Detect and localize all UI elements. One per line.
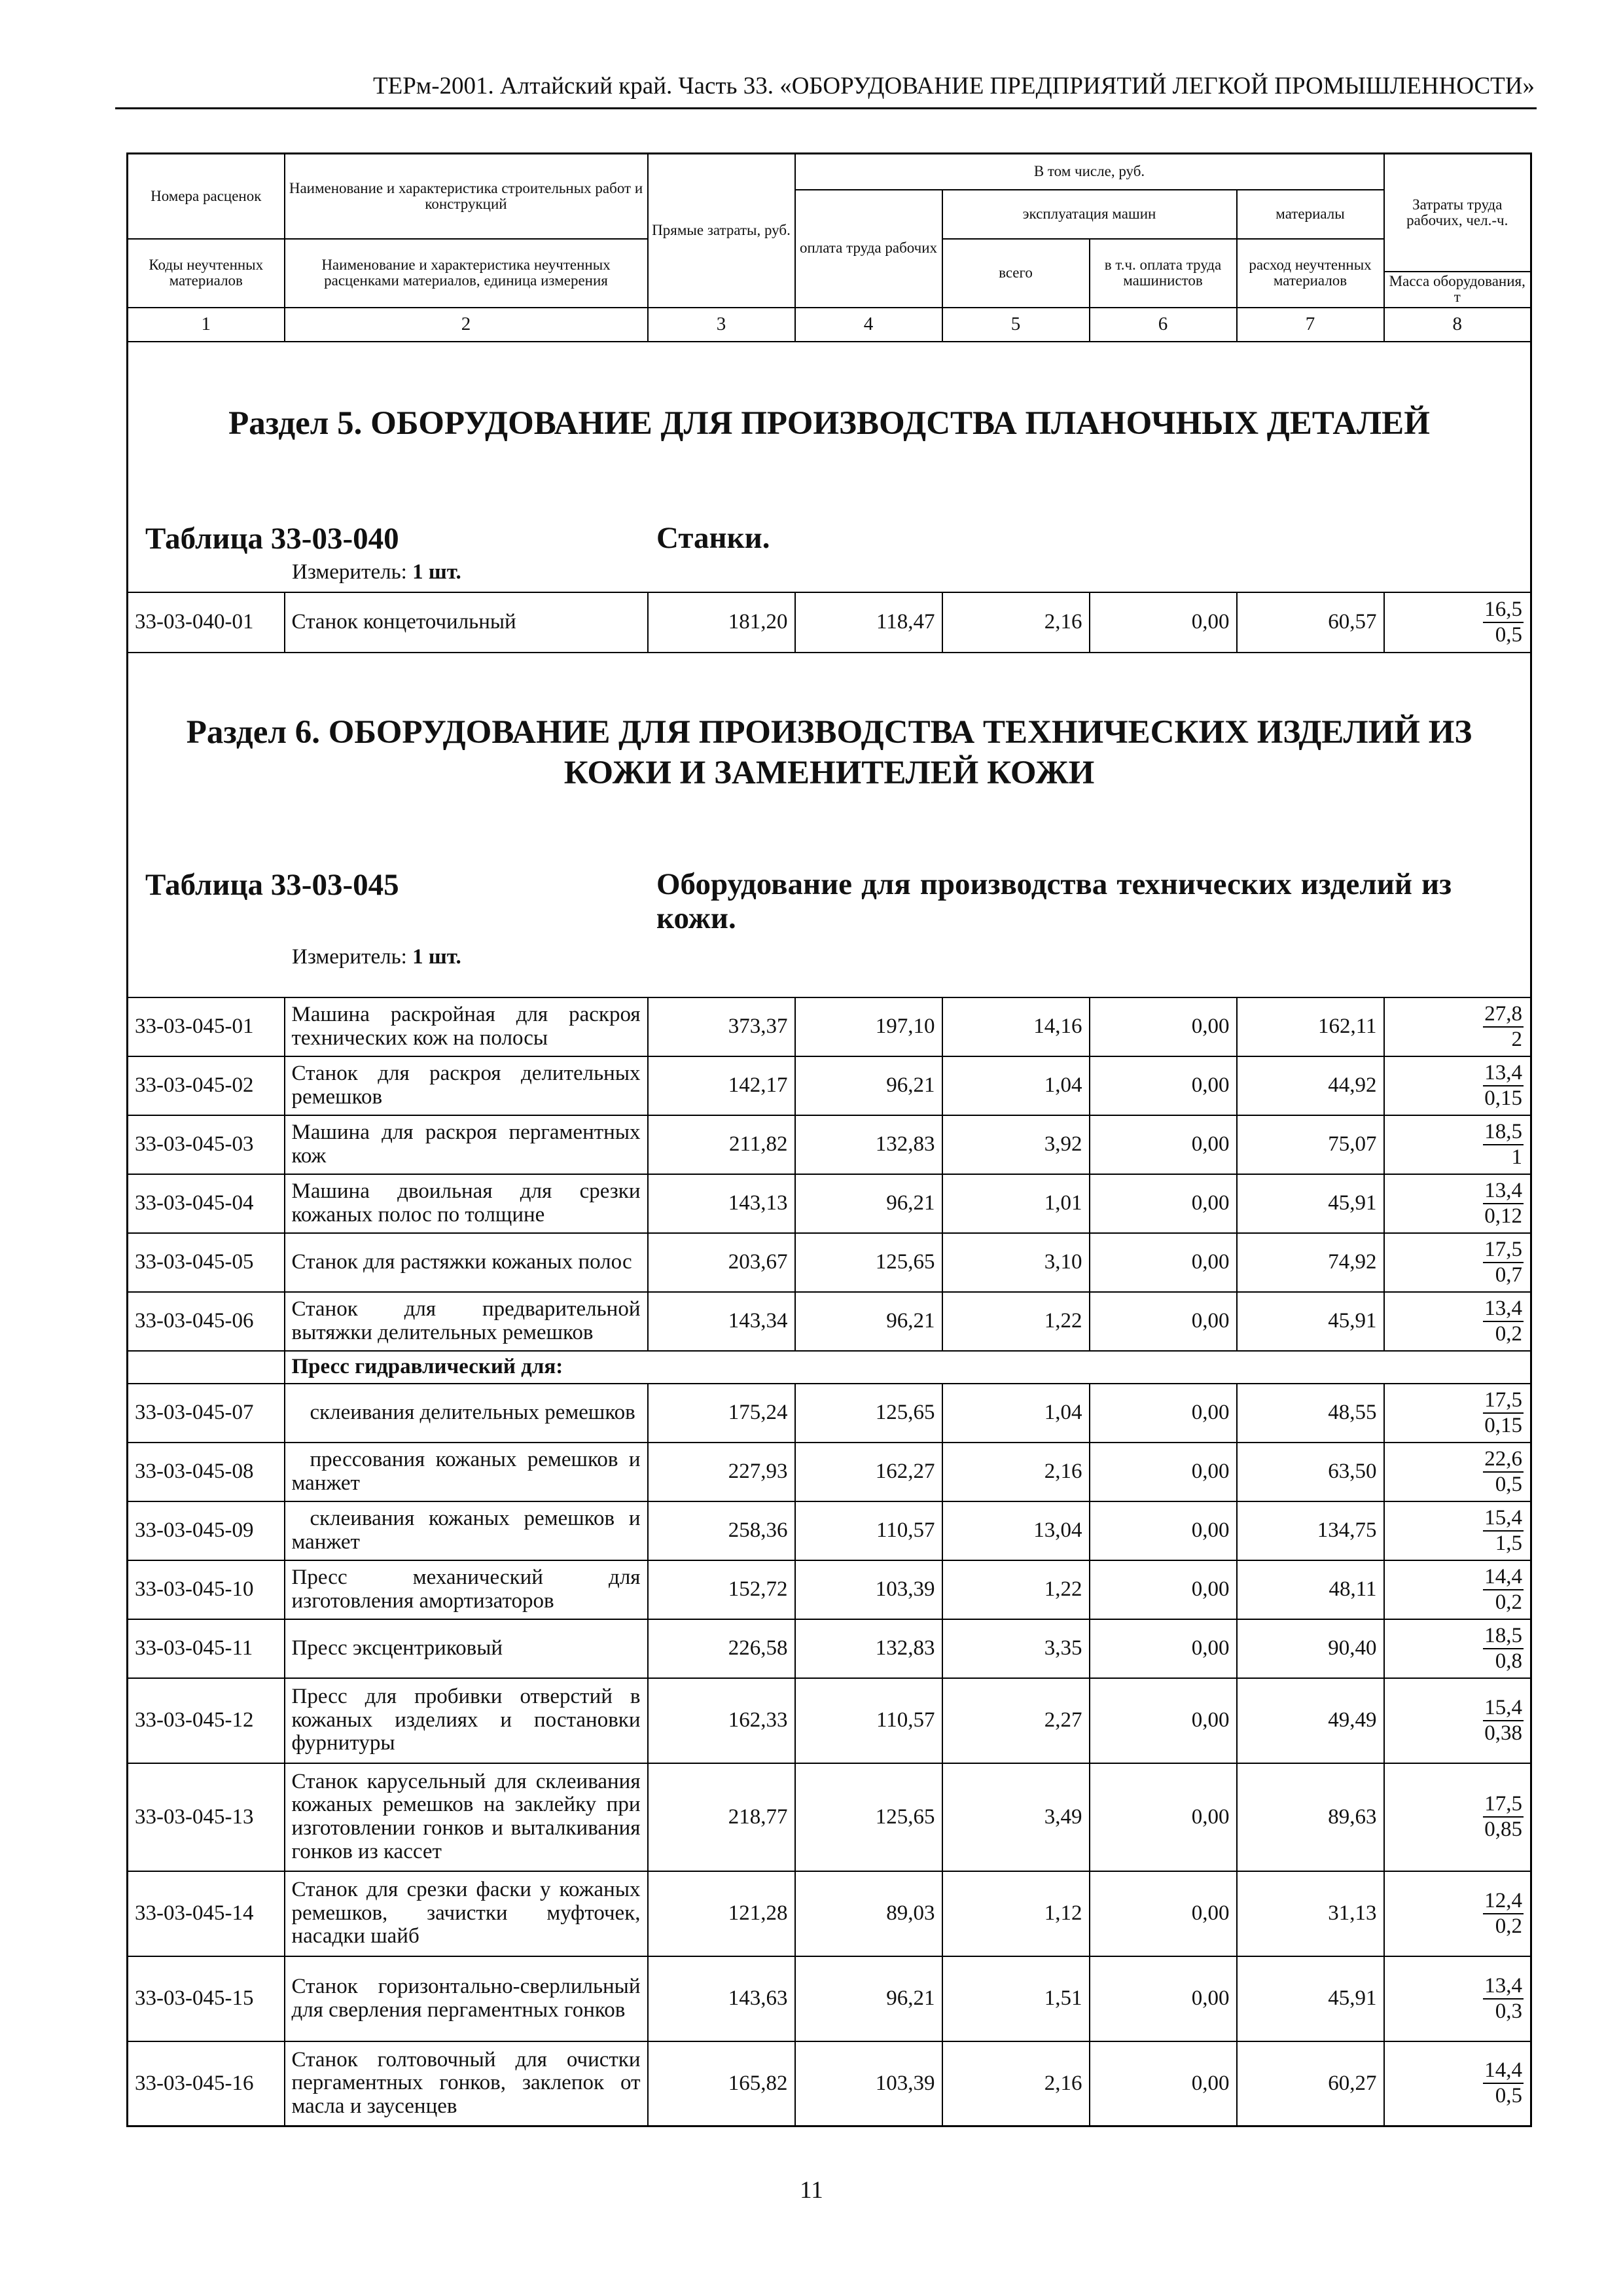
rate-name: Станок концеточильный	[285, 592, 648, 653]
labor-hours: 13,4	[1483, 1180, 1524, 1204]
col3-header: Прямые затраты, руб.	[648, 154, 795, 308]
col-number: 8	[1384, 308, 1531, 342]
equipment-mass: 1	[1511, 1145, 1523, 1169]
labor-mass-fraction	[1384, 1560, 1531, 1619]
direct-cost: 175,24	[648, 1384, 795, 1443]
materials-cost: 89,63	[1237, 1763, 1384, 1871]
operator-cost: 0,00	[1090, 1956, 1237, 2041]
rate-row	[128, 2041, 1531, 2126]
rate-row	[128, 1501, 1531, 1560]
section6-heading	[128, 653, 1531, 997]
labor-hours: 15,4	[1483, 1697, 1524, 1721]
direct-cost: 258,36	[648, 1501, 795, 1560]
col2-bottom-header: Наименование и характеристика неучтенных расценками материалов, единица измерения	[285, 239, 648, 308]
direct-cost: 373,37	[648, 997, 795, 1056]
labor-cost: 132,83	[795, 1619, 942, 1678]
labor-cost: 132,83	[795, 1115, 942, 1174]
operator-cost: 0,00	[1090, 1115, 1237, 1174]
machine-cost: 13,04	[942, 1501, 1090, 1560]
operator-cost: 0,00	[1090, 1056, 1237, 1115]
equipment-mass: 0,5	[1495, 1472, 1523, 1496]
page-number: 11	[800, 2177, 823, 2204]
labor-mass-fraction	[1384, 1115, 1531, 1174]
direct-cost: 152,72	[648, 1560, 795, 1619]
group-code-blank	[128, 1351, 285, 1384]
labor-cost: 96,21	[795, 1056, 942, 1115]
direct-cost: 203,67	[648, 1233, 795, 1292]
labor-cost: 110,57	[795, 1678, 942, 1763]
machine-cost: 2,16	[942, 1443, 1090, 1501]
rate-row	[128, 1056, 1531, 1115]
rate-name: Станок карусельный для склеивания кожаных ремешков на заклейку при изготовлении гонков и выталкивания гонков из кассет	[285, 1763, 648, 1871]
machine-cost: 2,16	[942, 592, 1090, 653]
labor-mass-fraction	[1384, 1956, 1531, 2041]
col-number: 7	[1237, 308, 1384, 342]
materials-cost: 45,91	[1237, 1174, 1384, 1233]
direct-cost: 143,34	[648, 1292, 795, 1351]
col4-header: оплата труда рабочих	[795, 190, 942, 308]
labor-cost: 125,65	[795, 1233, 942, 1292]
fraction	[1483, 1298, 1524, 1345]
col7-header: расход неучтенных материалов	[1237, 239, 1384, 308]
materials-cost: 60,27	[1237, 2041, 1384, 2126]
rate-row	[128, 592, 1531, 653]
equipment-mass: 0,7	[1495, 1263, 1523, 1287]
labor-hours: 17,5	[1483, 1239, 1524, 1263]
rate-code: 33-03-045-13	[128, 1763, 285, 1871]
machine-cost: 1,04	[942, 1056, 1090, 1115]
labor-mass-fraction	[1384, 1678, 1531, 1763]
labor-cost: 96,21	[795, 1956, 942, 2041]
section6-table-label: Таблица 33-03-045	[145, 867, 399, 902]
col-number: 1	[128, 308, 285, 342]
direct-cost: 143,13	[648, 1174, 795, 1233]
fraction	[1483, 2060, 1524, 2107]
labor-mass-fraction	[1384, 1056, 1531, 1115]
labor-hours: 13,4	[1483, 1298, 1524, 1322]
operator-cost: 0,00	[1090, 1560, 1237, 1619]
labor-cost: 103,39	[795, 1560, 942, 1619]
materials-cost: 45,91	[1237, 1956, 1384, 2041]
machine-cost: 3,92	[942, 1115, 1090, 1174]
fraction	[1483, 1697, 1524, 1744]
operator-cost: 0,00	[1090, 1233, 1237, 1292]
rate-code: 33-03-045-05	[128, 1233, 285, 1292]
col6-header: в т.ч. оплата труда машинистов	[1090, 239, 1237, 308]
materials-cost: 48,11	[1237, 1560, 1384, 1619]
col2-top-header: Наименование и характеристика строительных работ и конструкций	[285, 154, 648, 239]
labor-hours: 12,4	[1483, 1890, 1524, 1914]
section5-table-label: Таблица 33-03-040	[145, 521, 399, 556]
rate-code: 33-03-045-14	[128, 1871, 285, 1956]
rate-row	[128, 1292, 1531, 1351]
col-number: 6	[1090, 308, 1237, 342]
materials-cost: 60,57	[1237, 592, 1384, 653]
fraction	[1483, 1890, 1524, 1937]
direct-cost: 162,33	[648, 1678, 795, 1763]
machine-cost: 1,12	[942, 1871, 1090, 1956]
labor-cost: 96,21	[795, 1174, 942, 1233]
materials-cost: 45,91	[1237, 1292, 1384, 1351]
labor-cost: 125,65	[795, 1763, 942, 1871]
rate-code: 33-03-045-15	[128, 1956, 285, 2041]
direct-cost: 142,17	[648, 1056, 795, 1115]
operator-cost: 0,00	[1090, 1678, 1237, 1763]
section6-title: Раздел 6. ОБОРУДОВАНИЕ ДЛЯ ПРОИЗВОДСТВА ТЕХНИЧЕСКИХ ИЗДЕЛИЙ ИЗ КОЖИ И ЗАМЕНИТЕЛЕЙ КОЖИ	[186, 713, 1472, 791]
materials-cost: 134,75	[1237, 1501, 1384, 1560]
rate-name: прессования кожаных ремешков и манжет	[285, 1443, 648, 1501]
rate-name: Пресс для пробивки отверстий в кожаных изделиях и постановки фурнитуры	[285, 1678, 648, 1763]
machine-cost: 1,22	[942, 1292, 1090, 1351]
section6-measure	[292, 945, 461, 969]
rate-code: 33-03-040-01	[128, 592, 285, 653]
direct-cost: 211,82	[648, 1115, 795, 1174]
measure-value: 1 шт.	[412, 944, 461, 969]
direct-cost: 181,20	[648, 592, 795, 653]
rate-code: 33-03-045-01	[128, 997, 285, 1056]
col1-top-header: Номера расценок	[128, 154, 285, 239]
rate-row	[128, 1956, 1531, 2041]
machine-cost: 14,16	[942, 997, 1090, 1056]
measure-label: Измеритель:	[292, 560, 407, 584]
equipment-mass: 0,2	[1495, 1590, 1523, 1614]
materials-cost: 90,40	[1237, 1619, 1384, 1678]
rate-name: Пресс механический для изготовления амортизаторов	[285, 1560, 648, 1619]
rate-row	[128, 1233, 1531, 1292]
direct-cost: 218,77	[648, 1763, 795, 1871]
equipment-mass: 0,15	[1484, 1086, 1523, 1110]
fraction	[1483, 1975, 1524, 2022]
machine-cost: 3,35	[942, 1619, 1090, 1678]
rate-name: склеивания кожаных ремешков и манжет	[285, 1501, 648, 1560]
rate-row	[128, 1443, 1531, 1501]
rate-row	[128, 1115, 1531, 1174]
rate-code: 33-03-045-02	[128, 1056, 285, 1115]
rate-code: 33-03-045-11	[128, 1619, 285, 1678]
machine-cost: 1,04	[942, 1384, 1090, 1443]
materials-cost: 48,55	[1237, 1384, 1384, 1443]
materials-header: материалы	[1237, 190, 1384, 239]
rate-code: 33-03-045-06	[128, 1292, 285, 1351]
labor-mass-fraction	[1384, 1233, 1531, 1292]
fraction	[1483, 1062, 1524, 1109]
rate-name: Машина раскройная для раскроя технических кож на полосы	[285, 997, 648, 1056]
equipment-mass: 0,5	[1495, 2084, 1523, 2108]
labor-hours: 18,5	[1483, 1121, 1524, 1145]
machine-cost: 1,22	[942, 1560, 1090, 1619]
rate-name: Машина для раскроя пергаментных кож	[285, 1115, 648, 1174]
column-numbers-row	[128, 308, 1531, 342]
labor-mass-fraction	[1384, 997, 1531, 1056]
equipment-mass: 2	[1511, 1027, 1523, 1051]
direct-cost: 226,58	[648, 1619, 795, 1678]
labor-mass-fraction	[1384, 1763, 1531, 1871]
col1-bottom-header: Коды неучтенных материалов	[128, 239, 285, 308]
group-label: Пресс гидравлический для:	[285, 1351, 1531, 1384]
col-number: 5	[942, 308, 1090, 342]
rate-code: 33-03-045-04	[128, 1174, 285, 1233]
labor-cost: 125,65	[795, 1384, 942, 1443]
section5-heading-row	[128, 342, 1531, 592]
operator-cost: 0,00	[1090, 1384, 1237, 1443]
fraction	[1483, 1507, 1524, 1554]
labor-mass-fraction	[1384, 1501, 1531, 1560]
labor-hours: 27,8	[1483, 1003, 1524, 1028]
rate-row	[128, 1174, 1531, 1233]
rate-row	[128, 1678, 1531, 1763]
rate-name: склеивания делительных ремешков	[285, 1384, 648, 1443]
labor-hours: 14,4	[1483, 1566, 1524, 1590]
labor-mass-fraction	[1384, 1619, 1531, 1678]
measure-label: Измеритель:	[292, 944, 407, 969]
labor-hours: 18,5	[1483, 1625, 1524, 1649]
rate-code: 33-03-045-07	[128, 1384, 285, 1443]
labor-mass-fraction	[1384, 592, 1531, 653]
rate-code: 33-03-045-12	[128, 1678, 285, 1763]
operator-cost: 0,00	[1090, 592, 1237, 653]
materials-cost: 31,13	[1237, 1871, 1384, 1956]
col-number: 2	[285, 308, 648, 342]
materials-cost: 75,07	[1237, 1115, 1384, 1174]
labor-hours: 22,6	[1483, 1448, 1524, 1473]
labor-cost: 96,21	[795, 1292, 942, 1351]
rate-row	[128, 1871, 1531, 1956]
operator-cost: 0,00	[1090, 1871, 1237, 1956]
machine-cost: 3,10	[942, 1233, 1090, 1292]
measure-value: 1 шт.	[412, 560, 461, 584]
labor-mass-fraction	[1384, 2041, 1531, 2126]
table-header	[128, 154, 1531, 342]
rate-row	[128, 1384, 1531, 1443]
labor-hours: 17,5	[1483, 1390, 1524, 1414]
labor-mass-fraction	[1384, 1871, 1531, 1956]
materials-cost: 162,11	[1237, 997, 1384, 1056]
operator-cost: 0,00	[1090, 997, 1237, 1056]
equipment-mass: 0,38	[1484, 1721, 1523, 1745]
labor-cost: 162,27	[795, 1443, 942, 1501]
incl-header: В том числе, руб.	[795, 154, 1384, 190]
equipment-mass: 0,12	[1484, 1204, 1523, 1228]
labor-hours: 16,5	[1483, 599, 1524, 623]
direct-cost: 227,93	[648, 1443, 795, 1501]
labor-hours: 13,4	[1483, 1062, 1524, 1086]
rate-name: Машина двоильная для срезки кожаных полос по толщине	[285, 1174, 648, 1233]
machine-cost: 3,49	[942, 1763, 1090, 1871]
col-number: 4	[795, 308, 942, 342]
machine-cost: 1,01	[942, 1174, 1090, 1233]
fraction	[1483, 599, 1524, 646]
direct-cost: 165,82	[648, 2041, 795, 2126]
operator-cost: 0,00	[1090, 2041, 1237, 2126]
rate-row	[128, 1763, 1531, 1871]
equipment-mass: 0,15	[1484, 1413, 1523, 1437]
col8-bottom-header: Масса оборудования, т	[1384, 272, 1531, 308]
rate-row	[128, 1619, 1531, 1678]
labor-cost: 103,39	[795, 2041, 942, 2126]
labor-hours: 15,4	[1483, 1507, 1524, 1532]
section6-heading-row	[128, 653, 1531, 997]
equipment-mass: 0,5	[1495, 622, 1523, 647]
labor-hours: 13,4	[1483, 1975, 1524, 2000]
labor-mass-fraction	[1384, 1174, 1531, 1233]
operator-cost: 0,00	[1090, 1501, 1237, 1560]
section5-heading	[128, 342, 1531, 592]
materials-cost: 74,92	[1237, 1233, 1384, 1292]
col-number: 3	[648, 308, 795, 342]
rate-row	[128, 997, 1531, 1056]
rate-name: Станок для раскроя делительных ремешков	[285, 1056, 648, 1115]
operator-cost: 0,00	[1090, 1174, 1237, 1233]
rate-code: 33-03-045-09	[128, 1501, 285, 1560]
rates-table	[126, 152, 1532, 2127]
rate-name: Станок для растяжки кожаных полос	[285, 1233, 648, 1292]
col8-top-header: Затраты труда рабочих, чел.-ч.	[1384, 154, 1531, 272]
fraction	[1483, 1003, 1524, 1050]
materials-cost: 49,49	[1237, 1678, 1384, 1763]
labor-cost: 110,57	[795, 1501, 942, 1560]
rate-code: 33-03-045-03	[128, 1115, 285, 1174]
equipment-mass: 0,2	[1495, 1321, 1523, 1346]
section6-table-desc: Оборудование для производства технических изделий из кожи.	[656, 867, 1452, 936]
running-header: ТЕРм-2001. Алтайский край. Часть 33. «ОБОРУДОВАНИЕ ПРЕДПРИЯТИЙ ЛЕГКОЙ ПРОМЫШЛЕННОСТИ»	[373, 73, 1535, 99]
fraction	[1483, 1793, 1524, 1840]
fraction	[1483, 1239, 1524, 1286]
rate-code: 33-03-045-10	[128, 1560, 285, 1619]
equipment-mass: 0,2	[1495, 1914, 1523, 1938]
operator-cost: 0,00	[1090, 1763, 1237, 1871]
equipment-mass: 0,3	[1495, 1999, 1523, 2023]
materials-cost: 44,92	[1237, 1056, 1384, 1115]
fraction	[1483, 1625, 1524, 1672]
equipment-mass: 1,5	[1495, 1531, 1523, 1555]
equipment-mass: 0,8	[1495, 1649, 1523, 1673]
labor-mass-fraction	[1384, 1384, 1531, 1443]
rate-code: 33-03-045-16	[128, 2041, 285, 2126]
rate-name: Пресс эксцентриковый	[285, 1619, 648, 1678]
rate-name: Станок горизонтально-сверлильный для сверления пергаментных гонков	[285, 1956, 648, 2041]
direct-cost: 121,28	[648, 1871, 795, 1956]
group-label-row	[128, 1351, 1531, 1384]
machines-header: эксплуатация машин	[942, 190, 1237, 239]
labor-hours: 14,4	[1483, 2060, 1524, 2084]
operator-cost: 0,00	[1090, 1619, 1237, 1678]
operator-cost: 0,00	[1090, 1292, 1237, 1351]
rate-row	[128, 1560, 1531, 1619]
header-rule	[115, 107, 1537, 109]
equipment-mass: 0,85	[1484, 1818, 1523, 1841]
rate-name: Станок для предварительной вытяжки делительных ремешков	[285, 1292, 648, 1351]
section5-table-desc: Станки.	[656, 520, 770, 555]
rate-code: 33-03-045-08	[128, 1443, 285, 1501]
rate-name: Станок для срезки фаски у кожаных ремешков, зачистки муфточек, насадки шайб	[285, 1871, 648, 1956]
machine-cost: 2,27	[942, 1678, 1090, 1763]
operator-cost: 0,00	[1090, 1443, 1237, 1501]
materials-cost: 63,50	[1237, 1443, 1384, 1501]
col5-header: всего	[942, 239, 1090, 308]
fraction	[1483, 1448, 1524, 1496]
fraction	[1483, 1390, 1524, 1437]
machine-cost: 1,51	[942, 1956, 1090, 2041]
fraction	[1483, 1566, 1524, 1613]
labor-mass-fraction	[1384, 1292, 1531, 1351]
labor-mass-fraction	[1384, 1443, 1531, 1501]
direct-cost: 143,63	[648, 1956, 795, 2041]
section5-measure	[292, 560, 461, 584]
labor-hours: 17,5	[1483, 1793, 1524, 1818]
labor-cost: 89,03	[795, 1871, 942, 1956]
labor-cost: 118,47	[795, 592, 942, 653]
section5-title: Раздел 5. ОБОРУДОВАНИЕ ДЛЯ ПРОИЗВОДСТВА ПЛАНОЧНЫХ ДЕТАЛЕЙ	[228, 404, 1430, 442]
labor-cost: 197,10	[795, 997, 942, 1056]
fraction	[1483, 1121, 1524, 1168]
fraction	[1483, 1180, 1524, 1227]
machine-cost: 2,16	[942, 2041, 1090, 2126]
rate-name: Станок голтовочный для очистки пергаментных гонков, заклепок от масла и заусенцев	[285, 2041, 648, 2126]
